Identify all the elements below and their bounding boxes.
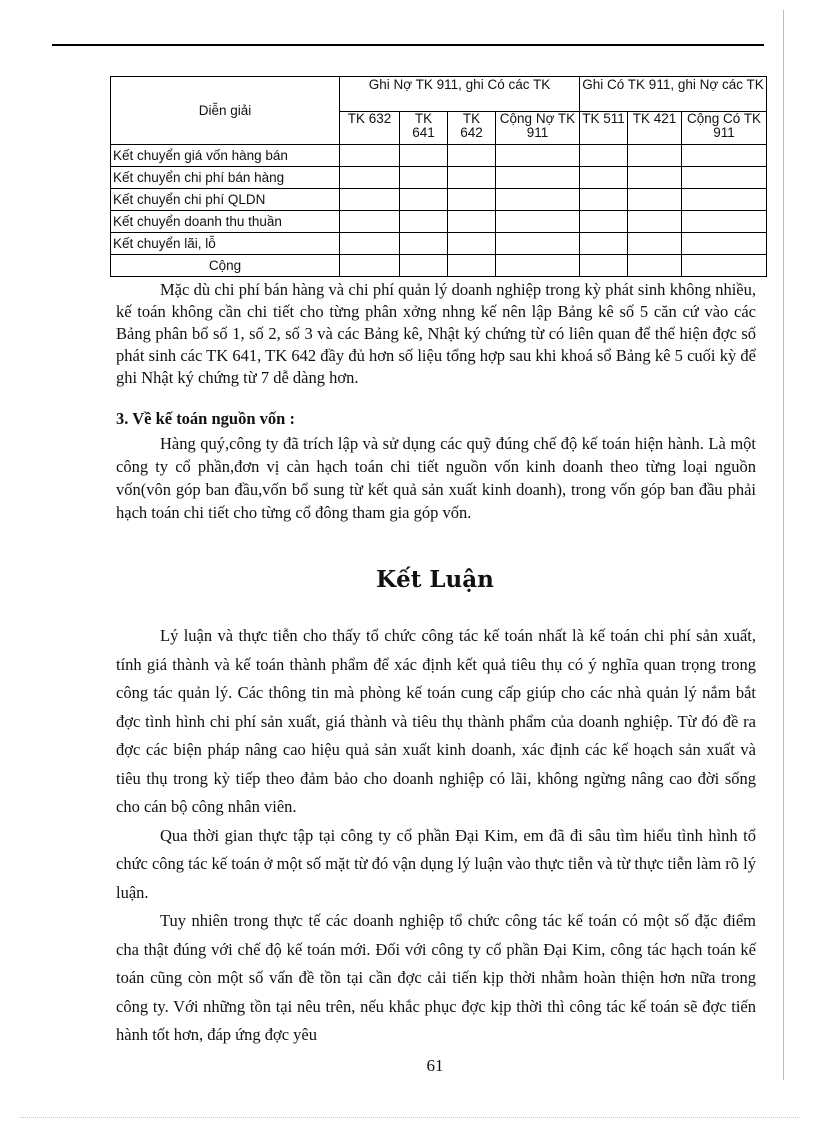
conclusion-paragraph: Tuy nhiên trong thực tế các doanh nghiệp tổ chức công tác kế toán có một số đặc điểm cha thật đúng với chế độ kế toán mới. Đối với công ty cổ phần Đại Kim, công tác hạch toán kế toán cũng còn một số vấn đề tồn tại cần đợc cải tiến kịp thời nhằm hoàn thiện hơn nữa trong công ty. Với những tồn tại nêu trên, nếu khắc phục đợc kịp thời thì công tác kế toán sẽ đợc tiến hành tốt hơn, đáp ứng đợc yêu [116,911,756,1044]
debit-group-header: Ghi Nợ TK 911, ghi Có các TK [340,77,580,112]
table-total-row [111,255,767,277]
table-row [111,145,767,167]
conclusion-body [116,622,756,1050]
account-911-table [110,76,767,277]
page-edge-line [783,10,784,1080]
header-rule [52,44,764,46]
paragraph-capital: Hàng quý,công ty đã trích lập và sử dụng các quỹ đúng chế độ kế toán hiện hành. Là một công ty cổ phần,đơn vị càn hạch toán chi tiết nguồn vốn kinh doanh theo từng loại nguồn vốn(vôn góp ban đầu,vốn bổ sung từ kết quả sản xuất kinh doanh), trong vốn góp ban đầu phải hạch toán chi tiết cho từng cổ đông tham gia góp vốn. [116,434,756,522]
row-label: Kết chuyển giá vốn hàng bán [111,145,340,167]
table-row [111,211,767,233]
conclusion-paragraph: Lý luận và thực tiễn cho thấy tổ chức công tác kế toán nhất là kế toán chi phí sản xuất, tính giá thành và kế toán thành phẩm để xác định kết quả tiêu thụ có ý nghĩa quan trọng trong công tác quản lý. Các thông tin mà phòng kế toán cung cấp giúp cho các nhà quản lý nắm bắt đợc tình hình chi phí sản xuất, giá thành và tiêu thụ thành phẩm của doanh nghiệp. Từ đó đề ra đợc các biện pháp nâng cao hiệu quả sản xuất kinh doanh, xác định các kế hoạch sản xuất và tiêu thụ trong kỳ tiếp theo đảm bảo cho doanh nghiệp có lãi, không ngừng nâng cao đời sống cho cán bộ công nhân viên. [116,626,756,816]
credit-group-header: Ghi Có TK 911, ghi Nợ các TK [580,77,767,112]
table-row [111,233,767,255]
row-label: Kết chuyển chi phí QLDN [111,189,340,211]
table-row [111,189,767,211]
col-header: TK 421 [628,112,682,145]
col-header: TK 641 [400,112,448,145]
col-header: Cộng Có TK 911 [682,112,767,145]
section-heading: 3. Về kế toán nguồn vốn : [116,409,295,428]
col-header: Cộng Nợ TK 911 [496,112,580,145]
conclusion-paragraph: Qua thời gian thực tập tại công ty cổ phần Đại Kim, em đã đi sâu tìm hiểu tình hình tổ chức công tác kế toán ở một số mặt từ đó vận dụng lý luận vào thực tiễn và từ thực tiễn làm rõ lý luận. [116,825,756,902]
row-label: Kết chuyển doanh thu thuần [111,211,340,233]
row-label: Cộng [111,255,340,277]
row-label: Kết chuyển lãi, lỗ [111,233,340,255]
table-row [111,167,767,189]
row-label: Kết chuyển chi phí bán hàng [111,167,340,189]
col-header: TK 511 [580,112,628,145]
col-header: TK 642 [448,112,496,145]
col-header: TK 632 [340,112,400,145]
conclusion-title: Kết Luận [376,566,494,593]
desc-header: Diễn giải [111,77,340,145]
page-number: 61 [426,1056,444,1075]
paragraph-ledger-note: Mặc dù chi phí bán hàng và chi phí quản lý doanh nghiệp trong kỳ phát sinh không nhiều, kế toán không cần chi tiết cho từng phân xởng nhng kế nên lập Bảng kê số 5 căn cứ vào các Bảng phân bổ số 1, số 2, số 3 và các Bảng kê, Nhật ký chứng từ có liên quan để thể hiện đợc số phát sinh các TK 641, TK 642 đầy đủ hơn số liệu tổng hợp sau khi khoá sổ Bảng kê 5 cuối kỳ để ghi Nhật ký chứng từ 7 dễ dàng hơn. [116,280,756,387]
bottom-dotted-line [20,1117,800,1118]
